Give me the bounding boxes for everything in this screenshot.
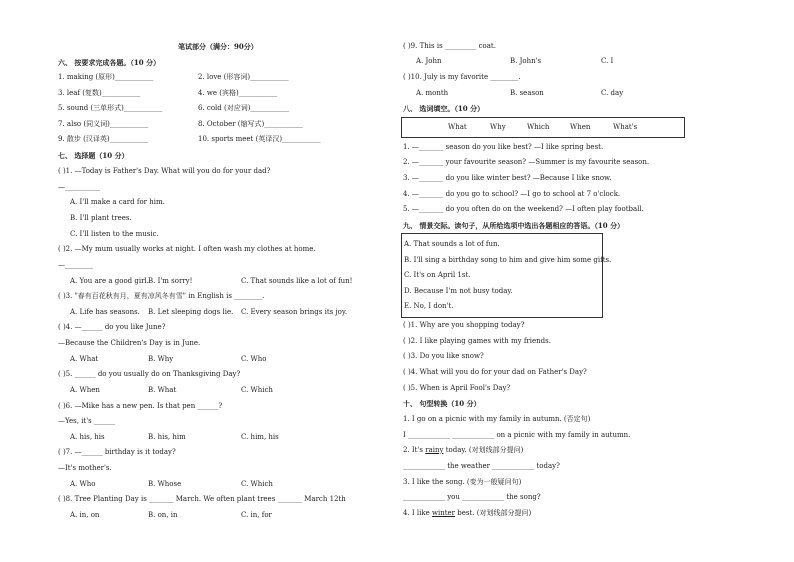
s10-q1-answer: I ____________ ____________ on a picnic with my family in autumn. bbox=[403, 431, 631, 439]
s7-q9: ( )9. This is _________ coat. bbox=[403, 42, 496, 50]
s10-q1: 1. I go on a picnic with my family in autumn. (否定句) bbox=[403, 415, 591, 423]
page-title: 笔试部分（满分：90分） bbox=[178, 42, 258, 51]
s7-q1-answer-blank: —__________ bbox=[58, 183, 100, 191]
options-box bbox=[401, 233, 612, 318]
s10-q3: 3. I like the song. (变为一般疑问句) bbox=[403, 478, 522, 486]
s7-q1: ( )1. —Today is Father's Day. What will you do for your dad? bbox=[58, 167, 271, 175]
s9-option-a: A. That sounds a lot of fun. bbox=[404, 240, 500, 248]
s7-q1-option-b: B. I'll plant trees. bbox=[70, 214, 132, 222]
s10-q4-prefix: 4. I like bbox=[403, 509, 432, 517]
s7-q9-option-c: C. I bbox=[601, 57, 614, 65]
s9-item-5: ( )5. When is April Fool's Day? bbox=[403, 384, 511, 392]
s9-item-3: ( )3. Do you like snow? bbox=[403, 352, 484, 360]
s8-item-1: 1. —_______ season do you like best? —I like spring best. bbox=[403, 143, 604, 151]
s7-q7: ( )7. —______ birthday is it today? bbox=[58, 448, 176, 456]
s10-q4-underlined-word: winter bbox=[431, 509, 456, 517]
s10-q2 bbox=[403, 446, 523, 455]
s7-q9-option-a: A. John bbox=[416, 57, 442, 65]
s10-q4 bbox=[403, 509, 531, 518]
s8-item-2: 2. —_______ your favourite season? —Summer is my favourite season. bbox=[403, 158, 650, 166]
word-bank-when: When bbox=[570, 123, 591, 131]
s7-q8-option-a: A. in, on bbox=[70, 511, 100, 519]
s10-q2-underlined-word: rainy bbox=[425, 446, 444, 454]
s9-item-4: ( )4. What will you do for your dad on Father's Day? bbox=[403, 368, 587, 376]
s7-q7-option-a: A. Who bbox=[70, 480, 96, 488]
s7-q10-option-b: B. season bbox=[510, 89, 544, 97]
s7-q2-option-a: A. You are a good girl. bbox=[70, 277, 149, 285]
s9-option-b: B. I'll sing a birthday song to him and give him some gifts. bbox=[404, 256, 612, 264]
s7-q6-answer: —Yes, it's ______ bbox=[58, 417, 115, 425]
s6-item-6: 6. cold (对应词)___________ bbox=[198, 104, 289, 112]
s7-q3-option-b: B. Let sleeping dogs lie. bbox=[148, 308, 234, 316]
s6-item-3: 3. leaf (复数)___________ bbox=[58, 89, 141, 97]
s6-item-2: 2. love (形容词)___________ bbox=[198, 73, 289, 81]
s7-q10-option-c: C. day bbox=[601, 89, 624, 97]
s10-q3-answer: ____________ you ____________ the song? bbox=[403, 493, 541, 501]
s7-q3-option-a: A. Life has seasons. bbox=[70, 308, 140, 316]
s6-item-9: 9. 散步 (汉译英)___________ bbox=[58, 135, 149, 143]
s8-item-5: 5. —_______ do you often do on the weekend? —I often play football. bbox=[403, 205, 644, 213]
s6-item-4: 4. we (宾格)___________ bbox=[198, 89, 278, 97]
word-bank-why: Why bbox=[490, 123, 506, 131]
section-8-title: 八、 选词填空。（10 分） bbox=[403, 104, 485, 113]
s7-q10: ( )10. July is my favorite ________. bbox=[403, 73, 521, 81]
s7-q2-option-b: B. I'm sorry! bbox=[148, 277, 193, 285]
word-bank-what: What bbox=[448, 123, 467, 131]
s7-q8-option-b: B. on, in bbox=[148, 511, 178, 519]
s6-item-1: 1. making (原形)___________ bbox=[58, 73, 154, 81]
s7-q3: ( )3. "春有百花秋有月，夏有凉风冬有雪" in English is ________. bbox=[58, 292, 265, 300]
section-10-title: 十、 句型转换（10 分） bbox=[403, 399, 481, 408]
s7-q3-option-c: C. Every season brings its joy. bbox=[241, 308, 348, 316]
section-9-title: 九、 情景交际。读句子，从所给选项中选出各题相应的答语。（10 分） bbox=[403, 221, 625, 230]
s7-q10-option-a: A. month bbox=[416, 89, 449, 97]
s7-q5-option-b: B. What bbox=[148, 386, 177, 394]
s9-option-d: D. Because I'm not busy today. bbox=[404, 287, 513, 295]
s7-q1-option-c: C. I'll listen to the music. bbox=[70, 230, 159, 238]
s7-q1-option-a: A. I'll make a card for him. bbox=[70, 198, 165, 206]
s10-q4-suffix: best. (对划线部分提问) bbox=[455, 509, 532, 517]
s7-q7-option-c: C. Which bbox=[241, 480, 273, 488]
s7-q6-option-a: A. his, his bbox=[70, 433, 105, 441]
s10-q2-answer: ____________ the weather ____________ today? bbox=[403, 462, 560, 470]
s7-q4-answer: —Because the Children's Day is in June. bbox=[58, 339, 201, 347]
s7-q4-option-b: B. Why bbox=[148, 355, 174, 363]
s9-option-c: C. It's on April 1st. bbox=[404, 271, 471, 279]
section-6-title: 六、 按要求完成各题。（10 分） bbox=[58, 58, 161, 67]
s7-q7-option-b: B. Whose bbox=[148, 480, 182, 488]
s7-q6: ( )6. —Mike has a new pen. Is that pen ______? bbox=[58, 402, 223, 410]
s8-item-3: 3. —_______ do you like winter best? —Because I like snow. bbox=[403, 174, 612, 182]
s7-q2-option-c: C. That sounds like a lot of fun! bbox=[241, 277, 353, 285]
s7-q8: ( )8. Tree Planting Day is _______ March. We often plant trees _______ March 12th bbox=[58, 495, 346, 503]
s6-item-7: 7. also (同义词)___________ bbox=[58, 120, 149, 128]
word-bank-whats: What's bbox=[613, 123, 638, 131]
s6-item-10: 10. sports meet (英译汉)___________ bbox=[198, 135, 321, 143]
word-bank-box bbox=[401, 117, 685, 138]
s7-q5: ( )5. ______ do you usually do on Thanksgiving Day? bbox=[58, 370, 241, 378]
s7-q5-option-c: C. Which bbox=[241, 386, 273, 394]
s7-q2-answer-blank: —________ bbox=[58, 261, 93, 269]
s9-item-1: ( )1. Why are you shopping today? bbox=[403, 321, 525, 329]
s7-q9-option-b: B. John's bbox=[510, 57, 542, 65]
s7-q8-option-c: C. in, for bbox=[241, 511, 272, 519]
s7-q2: ( )2. —My mum usually works at night. I often wash my clothes at home. bbox=[58, 245, 316, 253]
s9-option-e: E. No, I don't. bbox=[404, 302, 454, 310]
s7-q4: ( )4. —______ do you like June? bbox=[58, 323, 166, 331]
section-7-title: 七、 选择题（10 分） bbox=[58, 151, 129, 160]
s6-item-5: 5. sound (三单形式)___________ bbox=[58, 104, 163, 112]
s7-q7-answer: —It's mother's. bbox=[58, 464, 112, 472]
s7-q6-option-b: B. his, him bbox=[148, 433, 186, 441]
s7-q4-option-c: C. Who bbox=[241, 355, 267, 363]
word-bank-which: Which bbox=[527, 123, 550, 131]
s7-q4-option-a: A. What bbox=[70, 355, 99, 363]
s9-item-2: ( )2. I like playing games with my friends. bbox=[403, 337, 551, 345]
s6-item-8: 8. October (缩写式)___________ bbox=[198, 120, 303, 128]
s7-q5-option-a: A. When bbox=[70, 386, 100, 394]
s10-q2-prefix: 2. It's bbox=[403, 446, 426, 454]
s8-item-4: 4. —_______ do you go to school? —I go to school at 7 o'clock. bbox=[403, 190, 621, 198]
s10-q2-suffix: today. (对划线部分提问) bbox=[443, 446, 524, 454]
s7-q6-option-c: C. him, his bbox=[241, 433, 279, 441]
